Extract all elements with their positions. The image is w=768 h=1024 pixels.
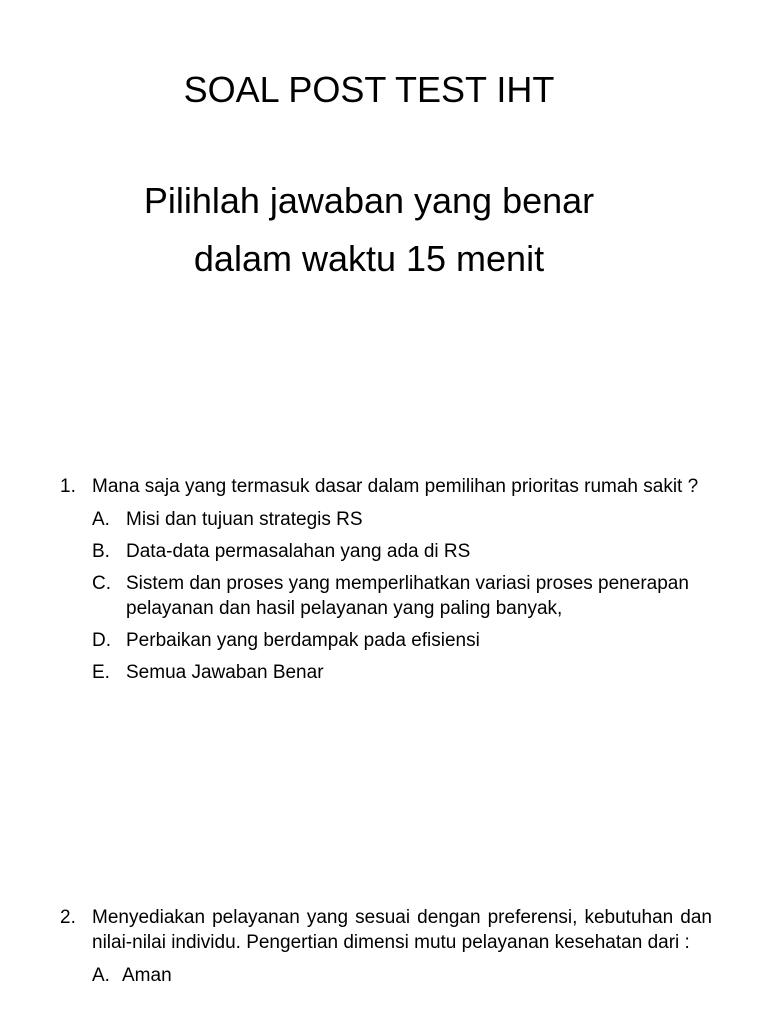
slide-title: SOAL POST TEST IHT bbox=[183, 69, 555, 110]
option-letter: B. bbox=[92, 541, 110, 562]
question-number: 1. bbox=[60, 476, 76, 497]
question-number: 2. bbox=[60, 907, 76, 928]
slide-subtitle bbox=[0, 172, 738, 288]
question-1 bbox=[60, 474, 712, 692]
question-1-options bbox=[92, 507, 712, 685]
option-text: Data-data permasalahan yang ada di RS bbox=[126, 541, 471, 562]
option-a bbox=[92, 963, 712, 988]
question-text: Mana saja yang termasuk dasar dalam pemilihan prioritas rumah sakit ? bbox=[92, 476, 699, 497]
question-2 bbox=[60, 905, 712, 995]
option-text: Perbaikan yang berdampak pada efisiensi bbox=[126, 630, 480, 651]
option-text: Aman bbox=[122, 965, 172, 986]
option-letter: E. bbox=[92, 662, 110, 683]
question-text: Menyediakan pelayanan yang sesuai dengan preferensi, kebutuhan dan nilai-nilai individu. Pengertian dimensi mutu pelayanan kesehatan dari : bbox=[92, 907, 712, 953]
subtitle-line-2: dalam waktu 15 menit bbox=[193, 238, 545, 279]
option-letter: C. bbox=[92, 573, 111, 594]
option-text: Misi dan tujuan strategis RS bbox=[126, 509, 363, 530]
option-e bbox=[92, 660, 712, 685]
option-text: Sistem dan proses yang memperlihatkan variasi proses penerapan pelayanan dan hasil pelayanan yang paling banyak, bbox=[126, 573, 689, 619]
question-2-options bbox=[92, 963, 712, 988]
question-1-header bbox=[60, 474, 712, 499]
option-c bbox=[92, 571, 712, 621]
option-b bbox=[92, 539, 712, 564]
option-letter: D. bbox=[92, 630, 111, 651]
option-a bbox=[92, 507, 712, 532]
option-letter: A. bbox=[92, 965, 110, 986]
option-letter: A. bbox=[92, 509, 110, 530]
option-d bbox=[92, 628, 712, 653]
option-text: Semua Jawaban Benar bbox=[126, 662, 324, 683]
question-2-header bbox=[60, 905, 712, 955]
subtitle-line-1: Pilihlah jawaban yang benar bbox=[143, 180, 595, 221]
